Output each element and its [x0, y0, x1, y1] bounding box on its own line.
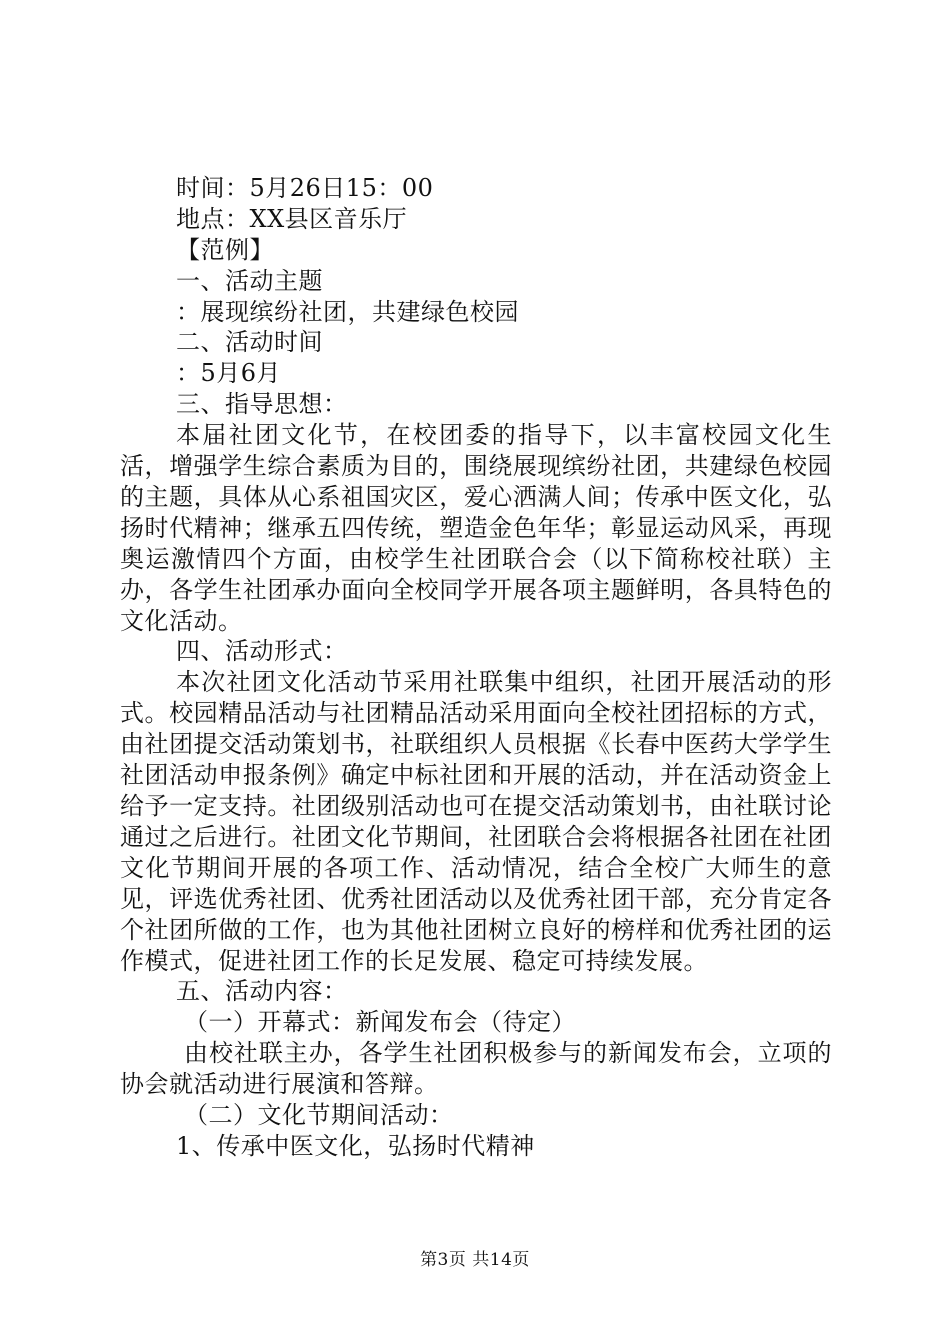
subheading-period: （二）文化节期间活动： [184, 1101, 454, 1130]
time-text: ：5月6月 [176, 359, 282, 388]
example-label: 【范例】 [176, 235, 274, 264]
document-body [120, 173, 832, 1162]
heading-time: 二、活动时间 [176, 328, 323, 357]
page-footer: 第3页 共14页 [420, 1250, 530, 1270]
heading-form: 四、活动形式： [176, 637, 348, 666]
paragraph-form: 本次社团文化活动节采用社联集中组织，社团开展活动的形式。校园精品活动与社团精品活动采用面向全校社团招标的方式，由社团提交活动策划书，社联组织人员根据《长春中医药大学学生社团活动申报条例》确定中标社团和开展的活动，并在活动资金上给予一定支持。社团级别活动也可在提交活动策划书，由社联讨论通过之后进行。社团文化节期间，社团联合会将根据各社团在社团文化节期间开展的各项工作、活动情况，结合全校广大师生的意见，评选优秀社团、优秀社团活动以及优秀社团干部，充分肯定各个社团所做的工作，也为其他社团树立良好的榜样和优秀社团的运作模式，促进社团工作的长足发展、稳定可持续发展。 [120, 668, 832, 975]
event-location-line: 地点：XX县区音乐厅 [176, 204, 408, 233]
heading-content: 五、活动内容： [176, 977, 348, 1006]
paragraph-opening: 由校社联主办，各学生社团积极参与的新闻发布会，立项的协会就活动进行展演和答辩。 [120, 1039, 832, 1099]
paragraph-guiding: 本届社团文化节，在校团委的指导下，以丰富校园文化生活，增强学生综合素质为目的，围绕展现缤纷社团，共建绿色校园的主题，具体从心系祖国灾区，爱心洒满人间；传承中医文化，弘扬时代精神；继承五四传统，塑造金色年华；彰显运动风采，再现奥运激情四个方面，由校学生社团联合会（以下简称校社联）主办，各学生社团承办面向全校同学开展各项主题鲜明，各具特色的文化活动。 [120, 421, 832, 635]
heading-theme: 一、活动主题 [176, 266, 323, 295]
item-1: 1、传承中医文化，弘扬时代精神 [176, 1131, 535, 1160]
theme-text: ：展现缤纷社团，共建绿色校园 [176, 297, 519, 326]
heading-guiding: 三、指导思想： [176, 390, 348, 419]
event-time-line: 时间：5月26日15：00 [176, 174, 434, 202]
subheading-opening: （一）开幕式：新闻发布会（待定） [184, 1008, 576, 1037]
